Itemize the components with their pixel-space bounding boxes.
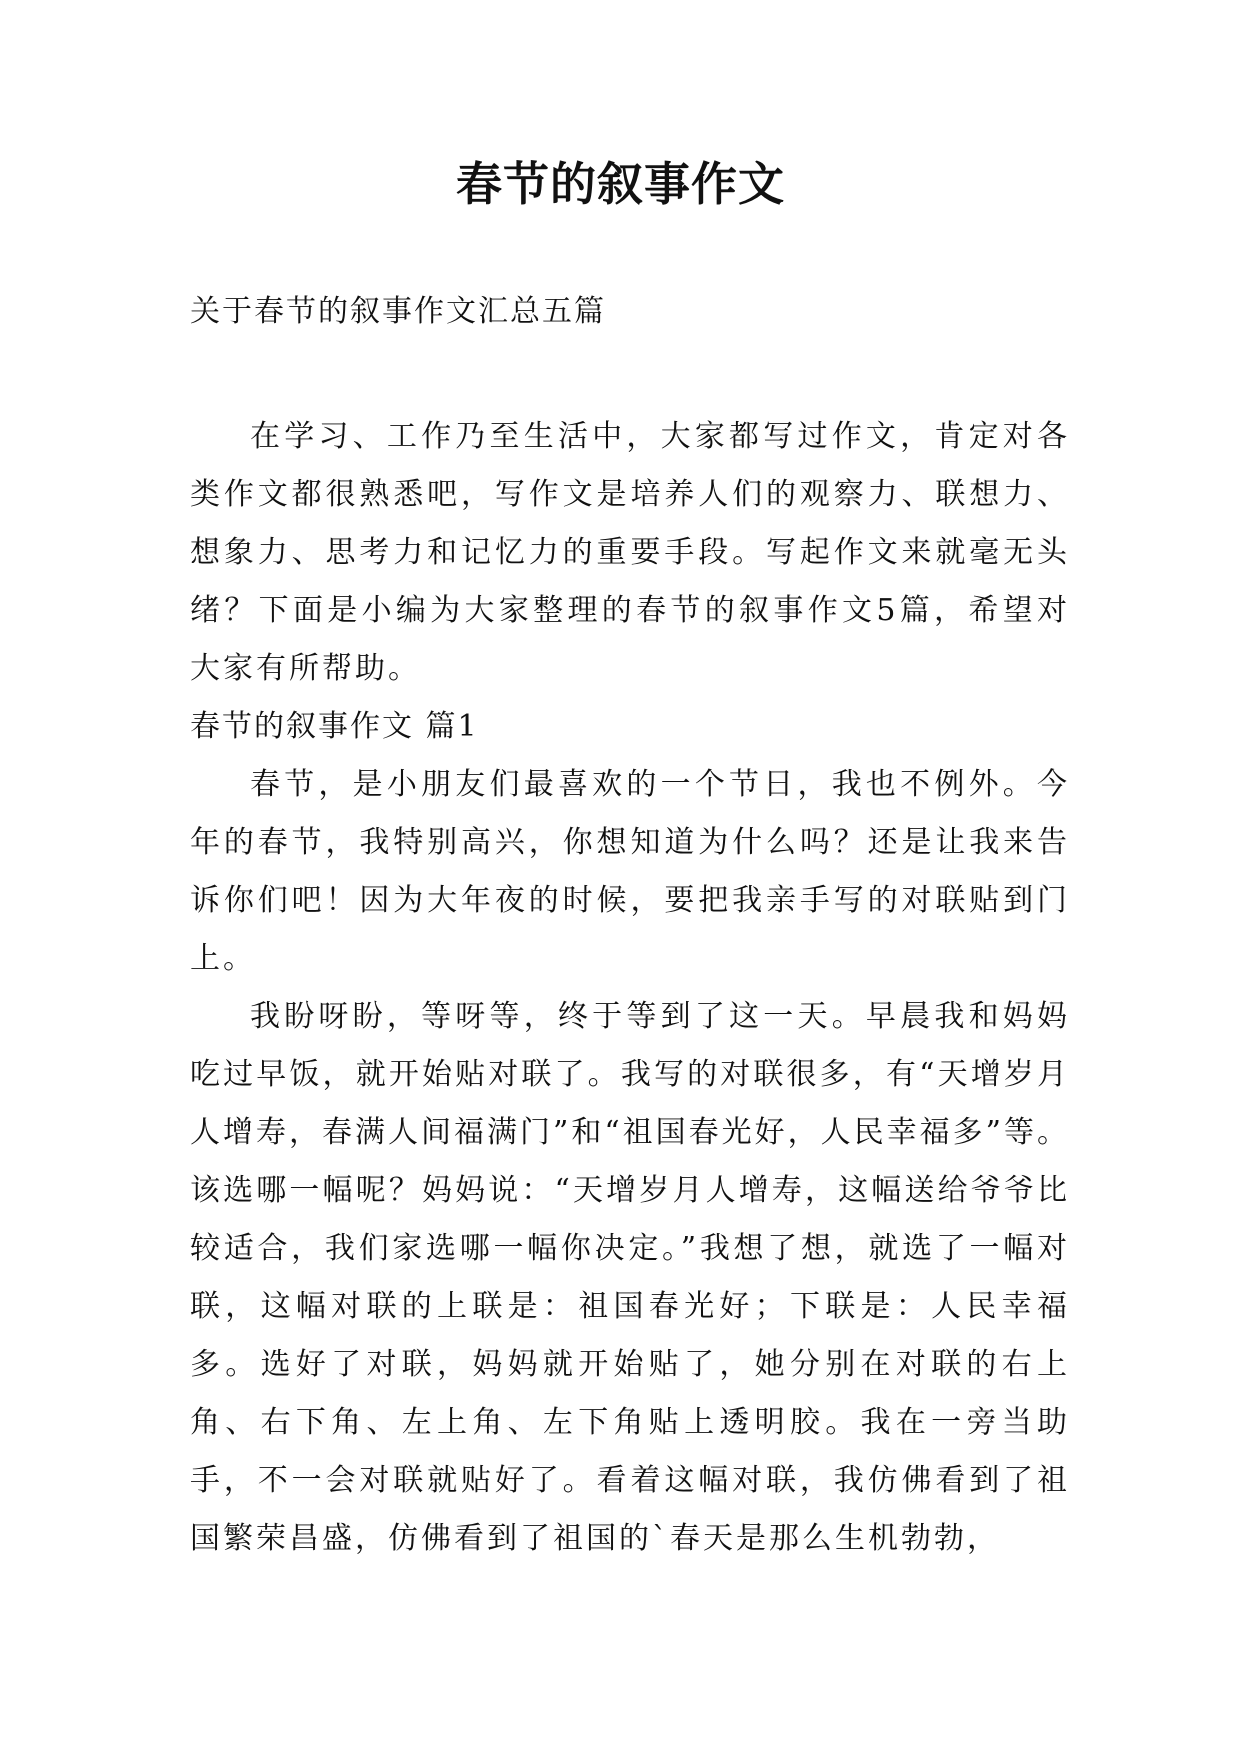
document-title: 春节的叙事作文 bbox=[456, 157, 785, 211]
body-paragraph: 我盼呀盼，等呀等，终于等到了这一天。早晨我和妈妈吃过早饭，就开始贴对联了。我写的对联很多，有“天增岁月人增寿，春满人间福满门”和“祖国春光好，人民幸福多”等。该选哪一幅呢？妈妈说：“天增岁月人增寿，这幅送给爷爷比较适合，我们家选哪一幅你决定。”我想了想，就选了一幅对联，这幅对联的上联是：祖国春光好；下联是：人民幸福多。选好了对联，妈妈就开始贴了，她分别在对联的右上角、右下角、左上角、左下角贴上透明胶。我在一旁当助手，不一会对联就贴好了。看着这幅对联，我仿佛看到了祖国繁荣昌盛，仿佛看到了祖国的`春天是那么生机勃勃， bbox=[190, 999, 1071, 1556]
intro-paragraph: 在学习、工作乃至生活中，大家都写过作文，肯定对各类作文都很熟悉吧，写作文是培养人们的观察力、联想力、想象力、思考力和记忆力的重要手段。写起作文来就毫无头绪？下面是小编为大家整理的春节的叙事作文5篇，希望对大家有所帮助。 bbox=[190, 419, 1070, 686]
section-heading: 春节的叙事作文 篇1 bbox=[190, 709, 479, 744]
document-subtitle: 关于春节的叙事作文汇总五篇 bbox=[190, 294, 606, 329]
body-paragraph: 春节，是小朋友们最喜欢的一个节日，我也不例外。今年的春节，我特别高兴，你想知道为什么吗？还是让我来告诉你们吧！因为大年夜的时候，要把我亲手写的对联贴到门上。 bbox=[190, 767, 1070, 976]
document-body bbox=[190, 408, 1070, 1568]
